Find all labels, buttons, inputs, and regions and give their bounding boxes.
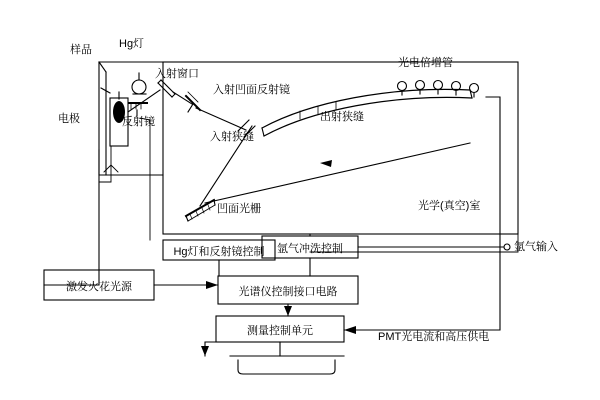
- label-optical-vacuum-chamber: 光学(真空)室: [418, 200, 481, 212]
- label-spark-source: 激发火花光源: [66, 281, 132, 293]
- label-interface-circuit: 光谱仪控制接口电路: [238, 286, 338, 298]
- label-concave-grating: 凹面光栅: [217, 203, 261, 215]
- hg-lamp-circle: [132, 80, 146, 94]
- label-entrance-window: 入射窗口: [155, 68, 199, 80]
- label-measurement-control-unit: 测量控制单元: [247, 325, 313, 337]
- beam-mirror-to-slit: [196, 108, 246, 130]
- bottom-unit-outline: [238, 360, 335, 374]
- arrow-interface-to-measurement: [284, 306, 292, 316]
- beam-grating-to-focal: [205, 143, 470, 203]
- label-entrance-concave-mirror: 入射凹面反射镜: [213, 84, 290, 96]
- arrow-measurement-left: [201, 346, 209, 356]
- arrow-spark-to-interface: [206, 281, 218, 289]
- pmt-tube-1: [398, 82, 407, 91]
- entrance-window-plate: [158, 80, 175, 97]
- beam-source-to-window: [128, 90, 160, 112]
- concave-grating-ends: [186, 200, 215, 221]
- entrance-window-edges: [158, 80, 175, 97]
- entrance-concave-mirror-stem: [188, 104, 193, 112]
- label-entrance-slit: 入射狭缝: [210, 131, 254, 143]
- pmt-tube-5: [470, 84, 479, 93]
- label-exit-slit: 出射狭缝: [320, 111, 364, 123]
- label-argon-input: 氩气输入: [514, 241, 558, 253]
- source-housing-corner-chamfer: [99, 62, 106, 72]
- label-electrode: 电极: [58, 113, 80, 125]
- argon-input-terminal: [504, 244, 510, 250]
- wire-pmt-to-measurement: [344, 97, 500, 330]
- beam-arrowhead: [320, 160, 332, 167]
- pmt-tube-2: [416, 81, 425, 90]
- pmt-tube-3: [434, 81, 443, 90]
- entrance-concave-mirror-bar: [186, 96, 200, 110]
- wire-electrode-to-spark: [44, 150, 99, 285]
- wire-electrode-lower: [99, 146, 111, 182]
- focal-curve-back: [264, 97, 472, 136]
- label-pmt-current-hv-supply: PMT光电流和高压供电: [378, 331, 490, 343]
- label-reflector: 反射镜: [122, 116, 155, 128]
- arrow-pmt-to-measurement: [344, 326, 356, 334]
- label-pmt: 光电倍增管: [398, 57, 453, 69]
- label-hg-lamp: Hg灯: [119, 38, 145, 50]
- label-argon-purge-control: 氩气冲洗控制: [277, 243, 343, 255]
- label-hg-and-mirror-control: Hg灯和反射镜控制: [173, 246, 265, 258]
- label-sample: 样品: [70, 44, 92, 56]
